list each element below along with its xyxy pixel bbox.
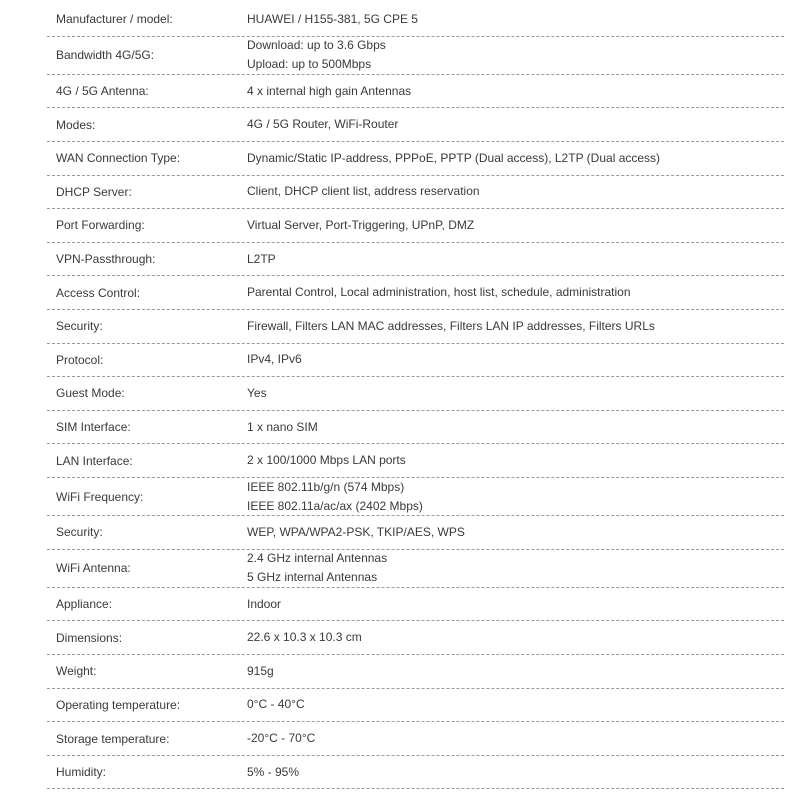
spec-label: Storage temperature: [56, 731, 170, 746]
spec-value-line: WEP, WPA/WPA2-PSK, TKIP/AES, WPS [247, 524, 465, 539]
spec-row [47, 176, 784, 210]
spec-row [47, 550, 784, 588]
spec-row [47, 37, 784, 75]
spec-value [247, 418, 784, 437]
spec-value-line: 5 GHz internal Antennas [247, 570, 378, 585]
spec-row [47, 516, 784, 550]
spec-row [47, 209, 784, 243]
spec-value-line: 2 x 100/1000 Mbps LAN ports [247, 453, 406, 468]
spec-row [47, 411, 784, 445]
spec-value-line: -20°C - 70°C [247, 731, 316, 746]
spec-label: Bandwidth 4G/5G: [56, 48, 155, 63]
spec-value-line: 915g [247, 663, 274, 678]
spec-value-line: 0°C - 40°C [247, 697, 305, 712]
spec-row [47, 655, 784, 689]
spec-value [247, 549, 784, 587]
spec-value [247, 283, 784, 302]
spec-label: WiFi Antenna: [56, 561, 131, 576]
spec-row [47, 75, 784, 109]
spec-value [247, 250, 784, 269]
spec-value [247, 662, 784, 681]
spec-label: Manufacturer / model: [56, 12, 173, 27]
spec-value-line: IEEE 802.11b/g/n (574 Mbps) [247, 479, 405, 494]
spec-row [47, 478, 784, 516]
spec-value [247, 595, 784, 614]
spec-label: Humidity: [56, 765, 107, 780]
spec-value-line: IPv4, IPv6 [247, 352, 302, 367]
spec-value-line: Upload: up to 500Mbps [247, 57, 372, 72]
spec-value-line: Client, DHCP client list, address reservation [247, 184, 480, 199]
spec-row [47, 344, 784, 378]
spec-value [247, 451, 784, 470]
spec-row [47, 621, 784, 655]
spec-row [47, 588, 784, 622]
spec-value-line: 2.4 GHz internal Antennas [247, 551, 388, 566]
spec-row [47, 722, 784, 756]
spec-label: Security: [56, 525, 103, 540]
spec-value [247, 729, 784, 748]
spec-value [247, 384, 784, 403]
spec-value [247, 182, 784, 201]
spec-row [47, 689, 784, 723]
spec-value-line: Virtual Server, Port-Triggering, UPnP, DMZ [247, 217, 475, 232]
spec-row [47, 444, 784, 478]
spec-value [247, 763, 784, 782]
spec-value-line: 22.6 x 10.3 x 10.3 cm [247, 630, 362, 645]
spec-label: WAN Connection Type: [56, 151, 181, 166]
spec-row [47, 377, 784, 411]
spec-row [47, 108, 784, 142]
spec-row [47, 310, 784, 344]
spec-value-line: Dynamic/Static IP-address, PPPoE, PPTP (Dual access), L2TP (Dual access) [247, 150, 661, 165]
spec-value [247, 36, 784, 74]
spec-value [247, 216, 784, 235]
spec-label: VPN-Passthrough: [56, 252, 156, 267]
spec-label: Security: [56, 319, 103, 334]
spec-label: Modes: [56, 117, 96, 132]
spec-value-line: 1 x nano SIM [247, 419, 318, 434]
spec-value-line: Indoor [247, 596, 282, 611]
spec-label: 4G / 5G Antenna: [56, 84, 149, 99]
spec-value [247, 628, 784, 647]
spec-label: WiFi Frequency: [56, 489, 144, 504]
spec-value-line: 4 x internal high gain Antennas [247, 83, 412, 98]
spec-value [247, 317, 784, 336]
spec-value [247, 695, 784, 714]
spec-label: Protocol: [56, 352, 104, 367]
spec-value [247, 523, 784, 542]
spec-label: Guest Mode: [56, 386, 125, 401]
spec-value-line: L2TP [247, 251, 276, 266]
spec-label: Port Forwarding: [56, 218, 145, 233]
spec-row [47, 243, 784, 277]
spec-value-line: Parental Control, Local administration, host list, schedule, administration [247, 285, 631, 300]
spec-value-line: Firewall, Filters LAN MAC addresses, Filters LAN IP addresses, Filters URLs [247, 318, 655, 333]
spec-value [247, 149, 784, 168]
spec-label: LAN Interface: [56, 453, 133, 468]
spec-value [247, 82, 784, 101]
spec-row [47, 3, 784, 37]
spec-value [247, 115, 784, 134]
spec-label: Operating temperature: [56, 697, 181, 712]
spec-value-line: Download: up to 3.6 Gbps [247, 38, 386, 53]
spec-label: Dimensions: [56, 630, 123, 645]
spec-value-line: 4G / 5G Router, WiFi-Router [247, 117, 399, 132]
spec-label: Weight: [56, 664, 97, 679]
spec-value-line: HUAWEI / H155-381, 5G CPE 5 [247, 11, 418, 26]
spec-table [47, 3, 784, 789]
spec-value-line: 5% - 95% [247, 764, 300, 779]
spec-value-line: IEEE 802.11a/ac/ax (2402 Mbps) [247, 498, 423, 513]
spec-label: SIM Interface: [56, 420, 131, 435]
spec-value [247, 478, 784, 516]
spec-row [47, 756, 784, 790]
spec-value-line: Yes [247, 385, 267, 400]
spec-row [47, 142, 784, 176]
spec-label: Appliance: [56, 597, 113, 612]
spec-label: Access Control: [56, 285, 141, 300]
spec-label: DHCP Server: [56, 184, 132, 199]
spec-row [47, 276, 784, 310]
spec-value [247, 10, 784, 29]
spec-value [247, 350, 784, 369]
